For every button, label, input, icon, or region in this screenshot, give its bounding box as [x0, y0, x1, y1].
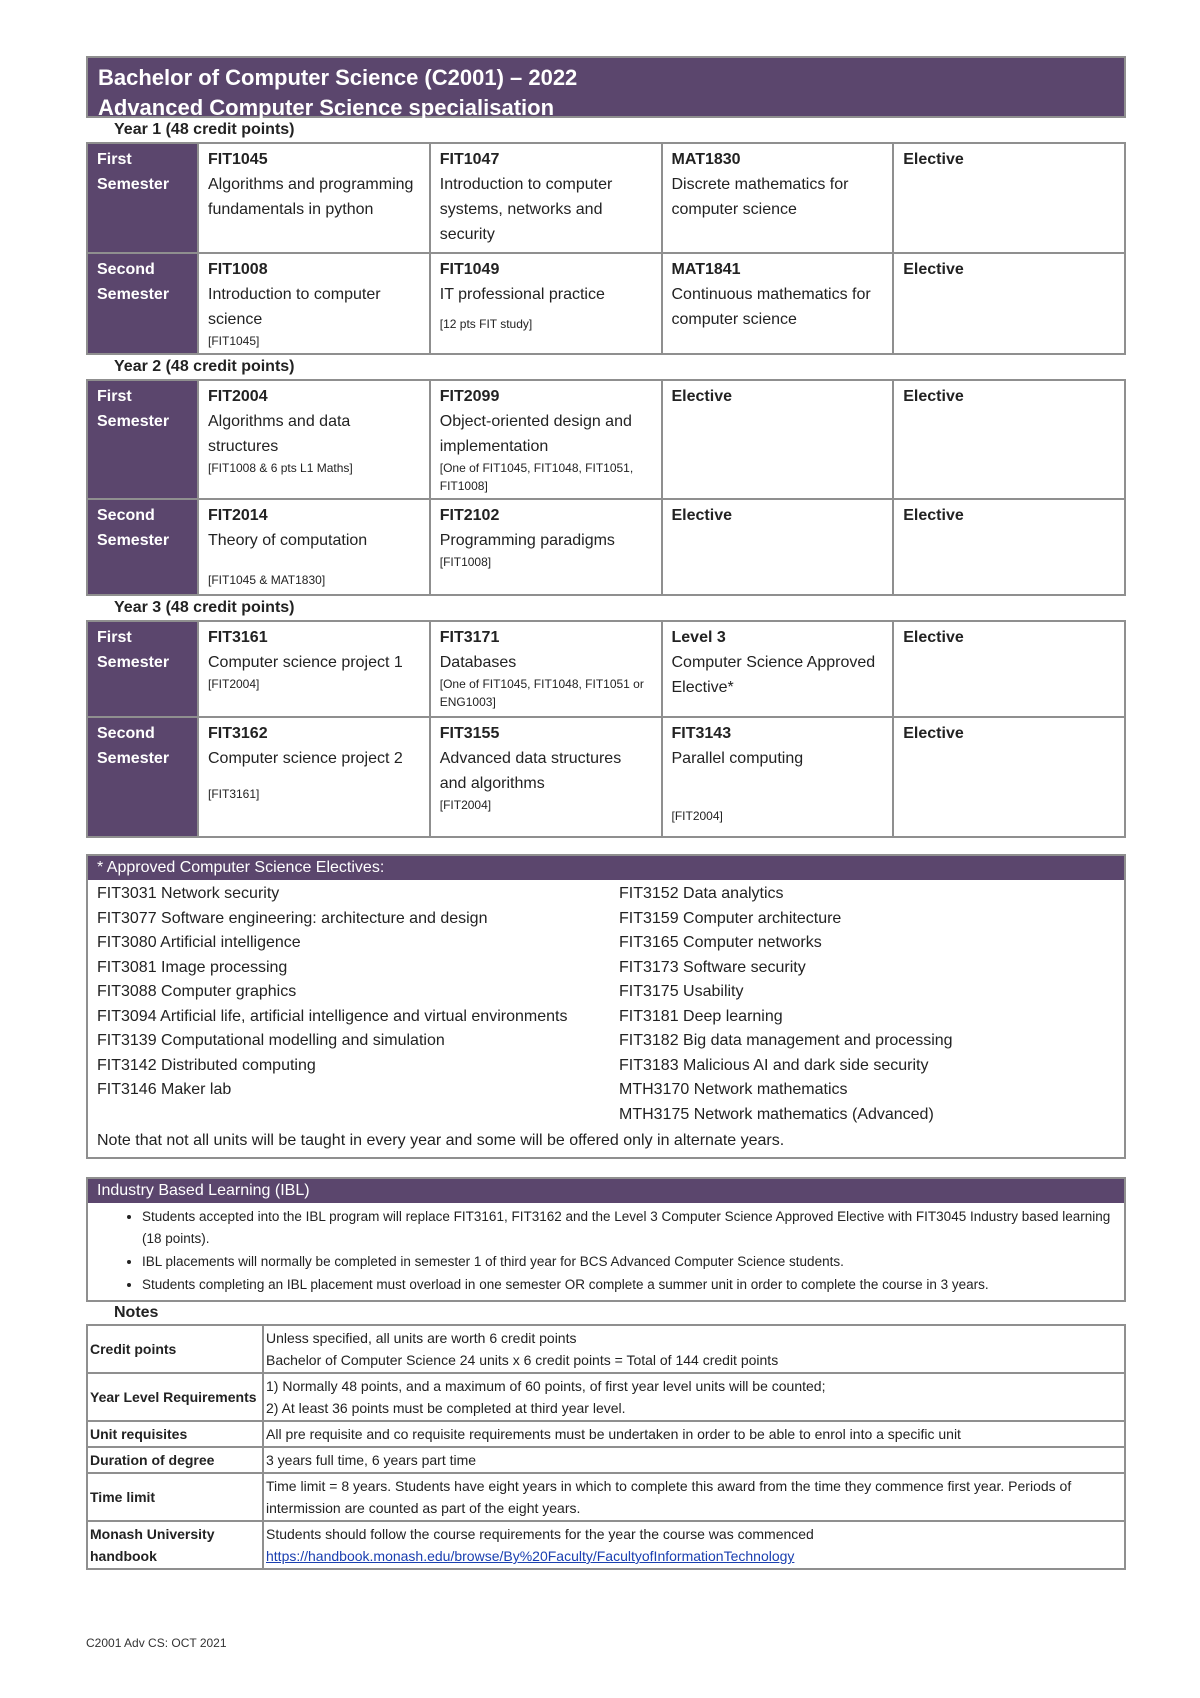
elective-item: FIT3146 Maker lab — [97, 1081, 232, 1098]
semester-label: First Semester — [87, 621, 198, 717]
unit-cell — [430, 380, 662, 499]
unit-code: FIT2014 — [208, 507, 268, 524]
unit-cell — [198, 253, 430, 354]
course-title-banner — [86, 56, 1126, 118]
unit-name: Programming paradigms — [439, 532, 615, 549]
notes-value — [263, 1373, 1125, 1421]
course-title: Bachelor of Computer Science (C2001) – 2022 — [98, 65, 578, 90]
unit-code: FIT2099 — [439, 388, 500, 405]
specialisation-title: Advanced Computer Science specialisation — [98, 95, 555, 120]
unit-requisite: [FIT2004] — [439, 798, 492, 812]
elective-label: Elective — [671, 507, 732, 524]
unit-name: Computer science project 2 — [208, 750, 403, 767]
unit-requisite: [FIT1045 & MAT1830] — [208, 573, 326, 587]
unit-cell — [662, 499, 894, 595]
semester-label: First Semester — [87, 143, 198, 253]
elective-item: FIT3159 Computer architecture — [619, 909, 842, 927]
elective-item: FIT3077 Software engineering: architecture and design — [97, 909, 488, 927]
notes-value — [263, 1421, 1125, 1447]
elective-label: Elective — [903, 388, 964, 405]
elective-item: FIT3152 Data analytics — [619, 885, 784, 902]
notes-label: Credit points — [87, 1325, 263, 1373]
elective-item: FIT3173 Software security — [619, 958, 806, 976]
year-2-heading: Year 2 (48 credit points) — [114, 358, 295, 375]
notes-label: Duration of degree — [87, 1447, 263, 1473]
elective-item: FIT3094 Artificial life, artificial intelligence and virtual environments — [97, 1007, 568, 1025]
notes-heading: Notes — [114, 1304, 159, 1321]
notes-row — [87, 1447, 1125, 1473]
year-1-heading: Year 1 (48 credit points) — [114, 121, 295, 138]
unit-requisite: [One of FIT1045, FIT1048, FIT1051, FIT1008] — [439, 461, 634, 493]
unit-requisite: [One of FIT1045, FIT1048, FIT1051 or ENG1003] — [439, 677, 644, 709]
approved-electives-heading: * Approved Computer Science Electives: — [88, 856, 1124, 880]
unit-cell — [893, 621, 1125, 717]
unit-cell — [893, 143, 1125, 253]
unit-cell — [430, 499, 662, 595]
unit-code: FIT2102 — [439, 507, 500, 524]
unit-name: Introduction to computer systems, networks and security — [439, 176, 613, 243]
unit-cell — [430, 143, 662, 253]
ibl-item: • IBL placements will normally be completed in semester 1 of third year for BCS Advanced Computer Science students. — [142, 1251, 1112, 1273]
approved-electives-box — [86, 854, 1126, 1159]
elective-label: Elective — [903, 507, 964, 524]
unit-requisite: [FIT2004] — [671, 809, 723, 823]
unit-name: Object-oriented design and implementation — [439, 413, 632, 455]
semester-label: Second Semester — [87, 717, 198, 837]
footer-doc-code: C2001 Adv CS: OCT 2021 — [86, 1636, 227, 1650]
notes-value — [263, 1521, 1125, 1569]
notes-value — [263, 1325, 1125, 1373]
elective-label: Elective — [671, 388, 732, 405]
unit-cell — [198, 143, 430, 253]
semester-row — [87, 499, 1125, 595]
unit-requisite: [12 pts FIT study] — [439, 317, 533, 331]
semester-label: Second Semester — [87, 253, 198, 354]
semester-row — [87, 380, 1125, 499]
notes-line: Time limit = 8 years. Students have eight years in which to complete this award from the time they commence first year. Periods of intermission are counted as part of the eight years. — [266, 1478, 1072, 1516]
notes-line: Unless specified, all units are worth 6 credit points — [266, 1330, 577, 1346]
unit-name: IT professional practice — [439, 286, 605, 303]
elective-label: Elective — [903, 151, 964, 168]
year-3-heading: Year 3 (48 credit points) — [114, 599, 295, 616]
unit-requisite: [FIT1008 & 6 pts L1 Maths] — [208, 461, 353, 475]
notes-line: 2) At least 36 points must be completed at third year level. — [266, 1400, 626, 1416]
unit-cell — [198, 499, 430, 595]
elective-label: Elective — [903, 725, 964, 742]
notes-line: Bachelor of Computer Science 24 units x 6 credit points = Total of 144 credit points — [266, 1352, 779, 1368]
unit-name: Continuous mathematics for computer science — [671, 286, 871, 328]
semester-row — [87, 717, 1125, 837]
unit-code: FIT3143 — [671, 725, 732, 742]
notes-value — [263, 1473, 1125, 1521]
notes-row — [87, 1373, 1125, 1421]
unit-name: Databases — [439, 654, 517, 671]
unit-code: FIT3155 — [439, 725, 500, 742]
unit-cell — [662, 143, 894, 253]
notes-line: All pre requisite and co requisite requirements must be undertaken in order to be able to enrol into a specific unit — [266, 1426, 961, 1442]
unit-code: FIT3171 — [439, 629, 500, 646]
semester-label: Second Semester — [87, 499, 198, 595]
ibl-box — [86, 1177, 1126, 1302]
elective-item: FIT3080 Artificial intelligence — [97, 934, 301, 951]
unit-name: Algorithms and data structures — [208, 413, 351, 455]
unit-code: FIT1008 — [208, 261, 268, 278]
notes-label: Year Level Requirements — [87, 1373, 263, 1421]
elective-item: FIT3139 Computational modelling and simulation — [97, 1032, 445, 1049]
year-1-table — [86, 142, 1126, 355]
year-3-table — [86, 620, 1126, 838]
unit-name: Introduction to computer science — [208, 286, 381, 328]
unit-name: Advanced data structures and algorithms — [439, 750, 622, 792]
ibl-list — [88, 1203, 1124, 1300]
notes-label: Unit requisites — [87, 1421, 263, 1447]
elective-item: FIT3031 Network security — [97, 885, 280, 902]
unit-name: Algorithms and programming fundamentals in python — [208, 176, 414, 218]
unit-cell — [198, 380, 430, 499]
unit-name: Discrete mathematics for computer science — [671, 176, 849, 218]
semester-label: First Semester — [87, 380, 198, 499]
notes-value — [263, 1447, 1125, 1473]
elective-item: MTH3175 Network mathematics (Advanced) — [619, 1105, 934, 1123]
unit-name: Theory of computation — [208, 532, 368, 549]
unit-cell — [662, 621, 894, 717]
unit-name: Computer Science Approved Elective* — [671, 654, 876, 696]
unit-requisite: [FIT1008] — [439, 555, 492, 569]
unit-requisite: [FIT2004] — [208, 677, 260, 691]
elective-item: FIT3182 Big data management and processing — [619, 1032, 953, 1049]
notes-line: 3 years full time, 6 years part time — [266, 1452, 477, 1468]
unit-code: FIT2004 — [208, 388, 268, 405]
elective-item: FIT3181 Deep learning — [619, 1007, 783, 1025]
unit-code: MAT1830 — [671, 151, 741, 168]
electives-note: Note that not all units will be taught in every year and some will be offered only in alternate years. — [97, 1132, 785, 1149]
unit-cell — [430, 621, 662, 717]
unit-code: FIT1049 — [439, 261, 500, 278]
semester-row — [87, 621, 1125, 717]
unit-cell — [893, 499, 1125, 595]
unit-code: FIT1047 — [439, 151, 500, 168]
elective-label: Elective — [903, 261, 964, 278]
elective-item: FIT3142 Distributed computing — [97, 1056, 316, 1074]
unit-code: Level 3 — [671, 629, 726, 646]
handbook-link[interactable]: https://handbook.monash.edu/browse/By%20Faculty/FacultyofInformationTechnology — [266, 1548, 795, 1564]
year-2-table — [86, 379, 1126, 596]
elective-item: FIT3088 Computer graphics — [97, 983, 297, 1000]
electives-column-left — [97, 882, 619, 1127]
unit-cell — [198, 621, 430, 717]
notes-table — [86, 1324, 1126, 1570]
unit-cell — [662, 253, 894, 354]
unit-cell — [662, 717, 894, 837]
elective-item: FIT3165 Computer networks — [619, 934, 822, 951]
unit-cell — [893, 253, 1125, 354]
semester-row — [87, 143, 1125, 253]
course-map-page — [86, 56, 1126, 1570]
unit-code: FIT3162 — [208, 725, 268, 742]
elective-item: FIT3183 Malicious AI and dark side security — [619, 1056, 929, 1074]
unit-name: Parallel computing — [671, 750, 804, 767]
unit-cell — [893, 380, 1125, 499]
ibl-item: • Students accepted into the IBL program will replace FIT3161, FIT3162 and the Level 3 Computer Science Approved Elective with FIT3045 Industry based learning (18 points). — [142, 1206, 1112, 1250]
elective-item: FIT3175 Usability — [619, 983, 744, 1000]
unit-code: MAT1841 — [671, 261, 741, 278]
unit-cell — [893, 717, 1125, 837]
semester-row — [87, 253, 1125, 354]
elective-item: FIT3081 Image processing — [97, 958, 288, 976]
notes-row — [87, 1421, 1125, 1447]
unit-cell — [662, 380, 894, 499]
ibl-heading: Industry Based Learning (IBL) — [88, 1179, 1124, 1203]
unit-requisite: [FIT3161] — [208, 787, 260, 801]
notes-row — [87, 1521, 1125, 1569]
unit-cell — [430, 253, 662, 354]
notes-line: Students should follow the course requirements for the year the course was commenced — [266, 1526, 814, 1542]
unit-cell — [198, 717, 430, 837]
unit-code: FIT1045 — [208, 151, 268, 168]
notes-label: Time limit — [87, 1473, 263, 1521]
notes-label: Monash University handbook — [87, 1521, 263, 1569]
ibl-item: • Students completing an IBL placement must overload in one semester OR complete a summer unit in order to complete the course in 3 years. — [142, 1274, 1112, 1296]
notes-row — [87, 1325, 1125, 1373]
unit-code: FIT3161 — [208, 629, 268, 646]
notes-row — [87, 1473, 1125, 1521]
elective-label: Elective — [903, 629, 964, 646]
unit-cell — [430, 717, 662, 837]
notes-line: 1) Normally 48 points, and a maximum of 60 points, of first year level units will be counted; — [266, 1378, 826, 1394]
unit-requisite: [FIT1045] — [208, 334, 260, 348]
approved-electives-list — [88, 880, 1124, 1129]
elective-item: MTH3170 Network mathematics — [619, 1081, 848, 1098]
unit-name: Computer science project 1 — [208, 654, 403, 671]
electives-column-right — [619, 882, 1115, 1127]
